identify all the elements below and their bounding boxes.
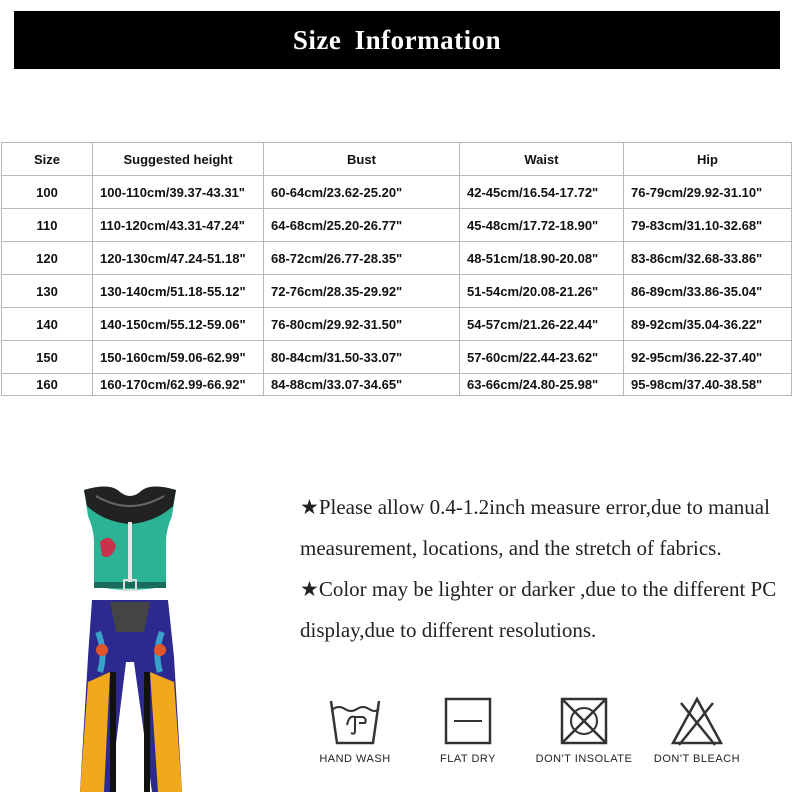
table-cell: 76-79cm/29.92-31.10" — [624, 176, 792, 209]
table-cell: 51-54cm/20.08-21.26" — [460, 275, 624, 308]
table-cell: 100-110cm/39.37-43.31" — [93, 176, 264, 209]
table-cell: 120 — [2, 242, 93, 275]
table-cell: 64-68cm/25.20-26.77" — [264, 209, 460, 242]
star-icon: ★ — [300, 495, 319, 519]
dont-insolate-label: DON'T INSOLATE — [535, 753, 633, 765]
table-cell: 60-64cm/23.62-25.20" — [264, 176, 460, 209]
table-cell: 150-160cm/59.06-62.99" — [93, 341, 264, 374]
table-cell: 86-89cm/33.86-35.04" — [624, 275, 792, 308]
table-cell: 89-92cm/35.04-36.22" — [624, 308, 792, 341]
table-cell: 42-45cm/16.54-17.72" — [460, 176, 624, 209]
table-cell: 130 — [2, 275, 93, 308]
table-cell: 160-170cm/62.99-66.92" — [93, 374, 264, 396]
table-cell: 110 — [2, 209, 93, 242]
table-row — [2, 209, 792, 242]
table-row — [2, 242, 792, 275]
table-row — [2, 374, 792, 396]
pants-image — [80, 600, 182, 792]
table-cell: 54-57cm/21.26-22.44" — [460, 308, 624, 341]
table-cell: 92-95cm/36.22-37.40" — [624, 341, 792, 374]
hand-wash-label: HAND WASH — [319, 753, 391, 765]
table-row — [2, 275, 792, 308]
table-cell: 68-72cm/26.77-28.35" — [264, 242, 460, 275]
hand-wash-icon — [325, 695, 385, 747]
table-row — [2, 176, 792, 209]
crop-top-image — [84, 486, 176, 590]
table-cell: 95-98cm/37.40-38.58" — [624, 374, 792, 396]
flat-dry-icon — [438, 695, 498, 747]
table-cell: 150 — [2, 341, 93, 374]
table-cell: 140 — [2, 308, 93, 341]
table-row — [2, 341, 792, 374]
table-cell: 57-60cm/22.44-23.62" — [460, 341, 624, 374]
table-cell: 160 — [2, 374, 93, 396]
care-dont-bleach — [642, 695, 752, 765]
care-flat-dry — [413, 695, 523, 765]
note-measure-error — [300, 487, 790, 569]
table-cell: 45-48cm/17.72-18.90" — [460, 209, 624, 242]
header-size: Size — [2, 143, 93, 176]
header-hip: Hip — [624, 143, 792, 176]
header-bust: Bust — [264, 143, 460, 176]
table-cell: 83-86cm/32.68-33.86" — [624, 242, 792, 275]
dont-bleach-label: DON'T BLEACH — [653, 753, 741, 765]
header-waist: Waist — [460, 143, 624, 176]
table-header-row — [2, 143, 792, 176]
banner-title: Size Information — [292, 24, 502, 55]
table-cell: 63-66cm/24.80-25.98" — [460, 374, 624, 396]
title-banner — [14, 11, 780, 69]
header-height: Suggested height — [93, 143, 264, 176]
outfit-illustration — [70, 482, 190, 792]
note-measure-text: Please allow 0.4-1.2inch measure error,due to manual measurement, locations, and the stretch of fabrics. — [300, 495, 770, 560]
table-cell: 80-84cm/31.50-33.07" — [264, 341, 460, 374]
care-hand-wash — [300, 695, 410, 765]
star-icon: ★ — [300, 577, 319, 601]
note-color-text: Color may be lighter or darker ,due to the different PC display,due to different resolutions. — [300, 577, 777, 642]
table-cell: 48-51cm/18.90-20.08" — [460, 242, 624, 275]
table-cell: 130-140cm/51.18-55.12" — [93, 275, 264, 308]
table-cell: 72-76cm/28.35-29.92" — [264, 275, 460, 308]
note-color — [300, 569, 790, 651]
dont-bleach-icon — [667, 695, 727, 747]
notes-block — [300, 487, 790, 651]
table-cell: 76-80cm/29.92-31.50" — [264, 308, 460, 341]
table-cell: 84-88cm/33.07-34.65" — [264, 374, 460, 396]
size-table — [1, 142, 792, 396]
table-cell: 110-120cm/43.31-47.24" — [93, 209, 264, 242]
table-cell: 140-150cm/55.12-59.06" — [93, 308, 264, 341]
table-cell: 79-83cm/31.10-32.68" — [624, 209, 792, 242]
table-cell: 120-130cm/47.24-51.18" — [93, 242, 264, 275]
care-dont-insolate — [529, 695, 639, 765]
table-row — [2, 308, 792, 341]
flat-dry-label: FLAT DRY — [440, 753, 496, 765]
table-cell: 100 — [2, 176, 93, 209]
dont-insolate-icon — [554, 695, 614, 747]
